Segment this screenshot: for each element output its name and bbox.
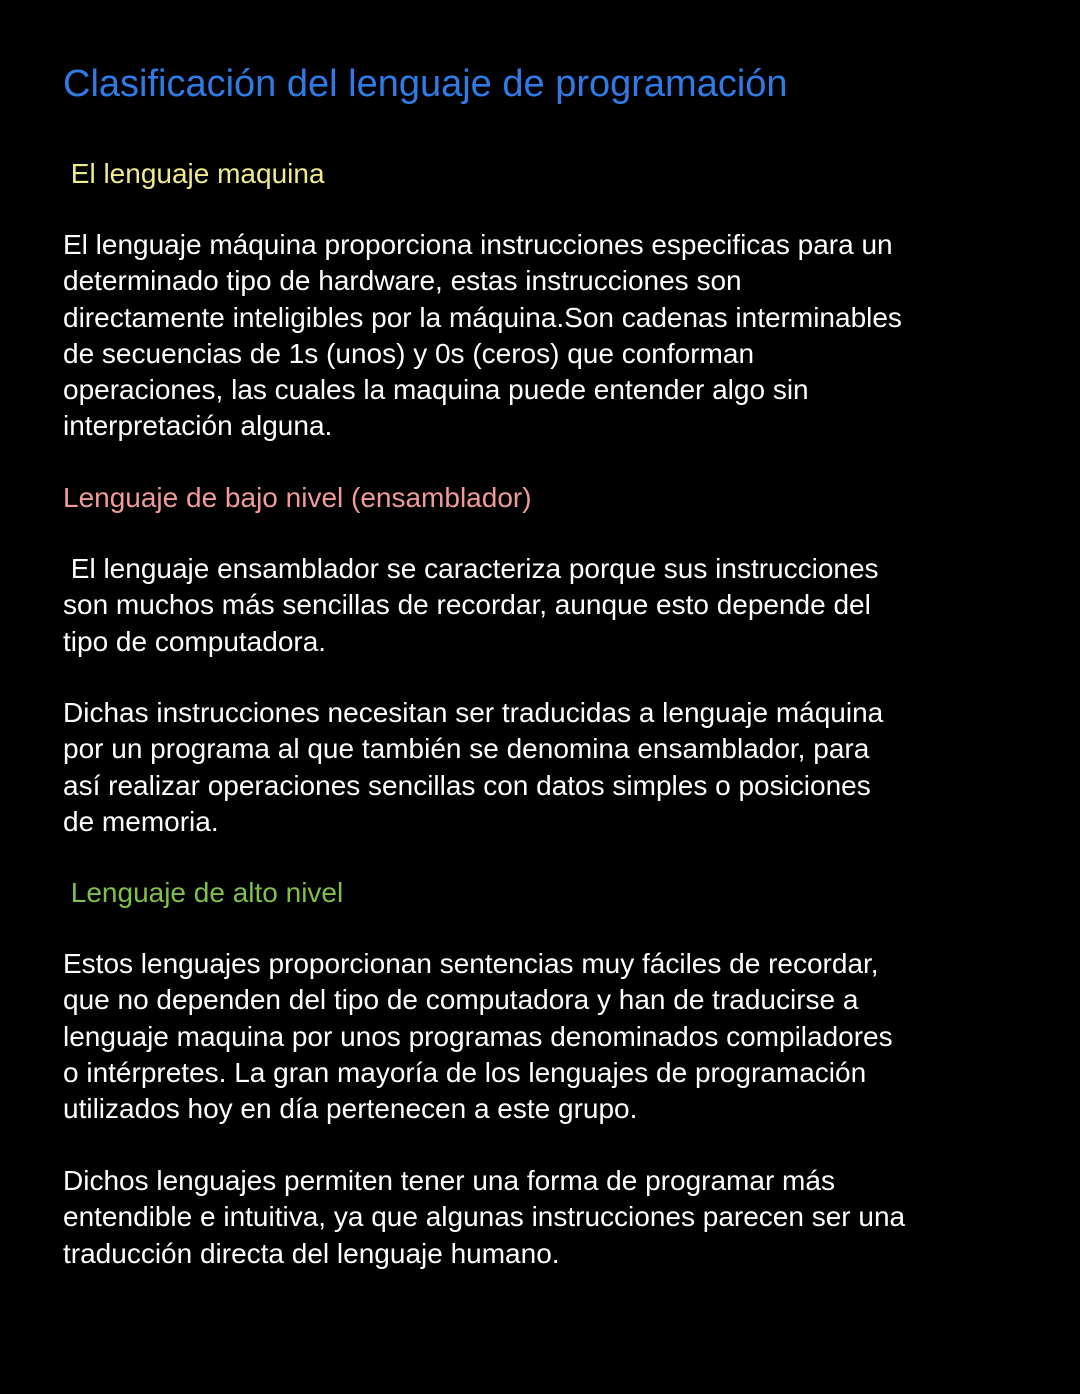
section-heading-machine-language: El lenguaje maquina xyxy=(63,158,325,189)
text-line: de memoria. xyxy=(63,805,219,837)
text-line: El lenguaje máquina proporciona instrucciones especificas para un xyxy=(63,229,893,260)
text-line: Dichos lenguajes permiten tener una forma de programar más xyxy=(63,1165,835,1196)
paragraph-machine-language xyxy=(63,227,902,445)
text-line: El lenguaje ensamblador se caracteriza porque sus instrucciones xyxy=(63,553,879,584)
text-line: entendible e intuitiva, ya que algunas instrucciones parecen ser una xyxy=(63,1201,906,1233)
paragraph-high-level-intro xyxy=(63,946,893,1127)
text-line: o intérpretes. La gran mayoría de los lenguajes de programación xyxy=(63,1056,867,1088)
text-line: directamente inteligibles por la máquina.Son cadenas interminables xyxy=(63,301,902,333)
section-heading-high-level-language: Lenguaje de alto nivel xyxy=(63,877,344,908)
text-line: Estos lenguajes proporcionan sentencias muy fáciles de recordar, xyxy=(63,948,879,979)
text-line: Dichas instrucciones necesitan ser traducidas a lenguaje máquina xyxy=(63,697,884,728)
text-line: que no dependen del tipo de computadora y han de traducirse a xyxy=(63,984,859,1016)
paragraph-high-level-benefits xyxy=(63,1163,905,1272)
text-line: de secuencias de 1s (unos) y 0s (ceros) que conforman xyxy=(63,337,755,369)
paragraph-assembler-translation xyxy=(63,695,883,840)
text-line: utilizados hoy en día pertenecen a este grupo. xyxy=(63,1093,638,1125)
text-line: interpretación alguna. xyxy=(63,410,333,442)
paragraph-assembler-intro xyxy=(63,551,879,660)
text-line: lenguaje maquina por unos programas denominados compiladores xyxy=(63,1020,893,1052)
text-line: traducción directa del lenguaje humano. xyxy=(63,1237,560,1269)
document-title: Clasificación del lenguaje de programación xyxy=(63,63,788,105)
text-line: son muchos más sencillas de recordar, aunque esto depende del xyxy=(63,589,871,621)
text-line: así realizar operaciones sencillas con datos simples o posiciones xyxy=(63,769,871,801)
text-line: operaciones, las cuales la maquina puede entender algo sin xyxy=(63,374,809,406)
text-line: por un programa al que también se denomina ensamblador, para xyxy=(63,733,870,765)
section-heading-low-level-language: Lenguaje de bajo nivel (ensamblador) xyxy=(63,482,532,513)
text-line: tipo de computadora. xyxy=(63,625,327,657)
text-line: determinado tipo de hardware, estas instrucciones son xyxy=(63,265,742,297)
